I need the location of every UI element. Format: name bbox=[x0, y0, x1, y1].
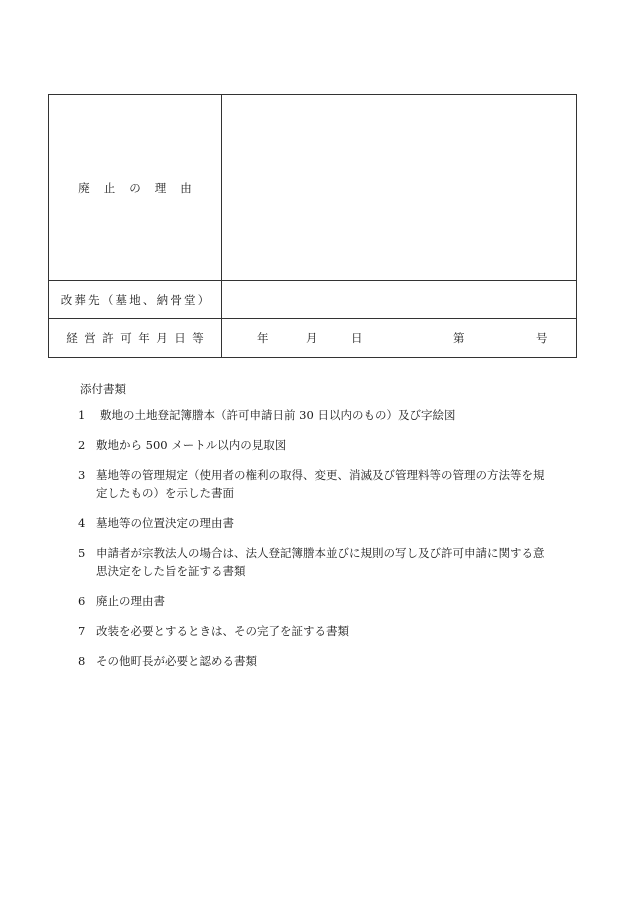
reburial-label-cell bbox=[49, 281, 222, 318]
attachment-number: 8 bbox=[78, 654, 86, 668]
permit-number-suffix: 号 bbox=[536, 331, 548, 345]
attachment-text: 墓地等の位置決定の理由書 bbox=[96, 516, 234, 530]
attachment-text: 申請者が宗教法人の場合は、法人登記簿謄本並びに規則の写し及び許可申請に関する意 bbox=[96, 546, 545, 560]
attachment-text: 敷地の土地登記簿謄本（許可申請日前 30 日以内のもの）及び字絵図 bbox=[100, 408, 456, 422]
reason-label-cell bbox=[49, 95, 222, 280]
attachment-text-continued: 定したもの）を示した書面 bbox=[96, 486, 234, 500]
permit-label: 経営許可年月日等 bbox=[66, 331, 211, 345]
attachment-number: 3 bbox=[78, 468, 86, 482]
attachment-text: その他町長が必要と認める書類 bbox=[96, 654, 257, 668]
attachment-item bbox=[78, 622, 558, 640]
attachment-text: 廃止の理由書 bbox=[96, 594, 165, 608]
reburial-row bbox=[49, 281, 576, 319]
permit-day-label: 日 bbox=[351, 331, 363, 345]
attachment-item bbox=[78, 436, 558, 454]
attachments-list bbox=[78, 406, 558, 682]
attachment-number: 1 bbox=[78, 408, 86, 422]
attachment-item bbox=[78, 544, 558, 580]
permit-label-cell bbox=[49, 319, 222, 357]
attachment-item bbox=[78, 466, 558, 502]
attachment-item bbox=[78, 652, 558, 670]
attachment-number: 4 bbox=[78, 516, 86, 530]
attachment-item bbox=[78, 592, 558, 610]
reburial-label: 改葬先（墓地、納骨堂） bbox=[60, 292, 212, 307]
attachment-text-continued: 思決定をした旨を証する書類 bbox=[96, 564, 246, 578]
permit-number-prefix: 第 bbox=[453, 331, 465, 345]
attachment-number: 5 bbox=[78, 546, 86, 560]
attachment-text: 敷地から 500 メートル以内の見取図 bbox=[96, 438, 287, 452]
permit-year-label: 年 bbox=[257, 331, 269, 345]
attachment-text: 改装を必要とするときは、その完了を証する書類 bbox=[96, 624, 349, 638]
reason-label: 廃止の理由 bbox=[78, 180, 206, 195]
permit-month-label: 月 bbox=[306, 331, 318, 345]
attachment-number: 6 bbox=[78, 594, 86, 608]
attachments-heading: 添付書類 bbox=[80, 382, 126, 396]
attachment-number: 2 bbox=[78, 438, 86, 452]
abolition-form-table bbox=[48, 94, 577, 358]
reason-row bbox=[49, 95, 576, 281]
attachment-number: 7 bbox=[78, 624, 86, 638]
attachment-text: 墓地等の管理規定（使用者の権利の取得、変更、消滅及び管理料等の管理の方法等を規 bbox=[96, 468, 545, 482]
permit-row bbox=[49, 319, 576, 357]
reburial-value bbox=[222, 281, 576, 318]
reason-value bbox=[222, 95, 576, 280]
permit-value bbox=[222, 319, 576, 357]
attachment-item bbox=[78, 406, 558, 424]
attachment-item bbox=[78, 514, 558, 532]
